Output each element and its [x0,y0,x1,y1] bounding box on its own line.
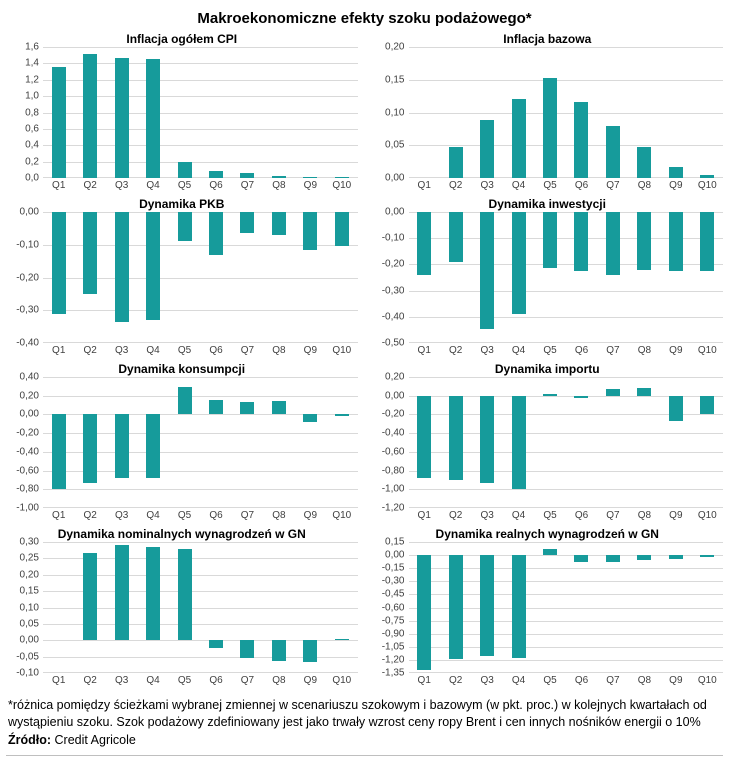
x-tick-label: Q10 [697,345,717,356]
x-tick-label: Q2 [83,180,97,191]
bar-Q4 [512,99,526,178]
x-tick-label: Q9 [669,675,683,686]
bar-Q4 [146,59,160,178]
gridline [43,342,358,343]
chart-1 [6,31,358,194]
bar-Q8 [272,640,286,661]
bar-Q8 [637,212,651,270]
bar-Q5 [178,549,192,641]
x-tick-label: Q2 [449,180,463,191]
bar-Q8 [637,555,651,560]
bar-Q2 [449,147,463,178]
gridline [409,317,724,318]
x-tick-label: Q8 [637,345,652,356]
x-tick-label: Q1 [52,675,66,686]
y-tick-label: -0,40 [381,427,405,439]
y-tick-label: -0,80 [381,465,405,477]
x-tick-label: Q2 [83,675,97,686]
x-tick-label: Q2 [83,345,97,356]
bar-Q8 [272,401,286,414]
y-tick-label: 0,05 [19,618,39,630]
bar-Q6 [574,102,588,178]
y-tick-label: -0,45 [381,588,405,600]
y-tick-label: -1,35 [381,667,405,679]
x-tick-label: Q1 [417,180,431,191]
y-tick-label: -0,30 [381,285,405,297]
x-tick-label: Q8 [637,675,652,686]
y-tick-label: 0,20 [385,41,405,53]
x-tick-label: Q6 [209,675,223,686]
plot-area [6,41,358,184]
chart-title: Dynamika nominalnych wynagrodzeń w GN [57,527,306,541]
y-tick-label: 0,0 [25,172,39,184]
y-tick-label: -0,90 [381,628,405,640]
gridline [409,113,724,114]
bar-Q1 [52,67,66,178]
bar-Q2 [83,54,97,178]
bar-Q1 [417,212,431,275]
bar-Q9 [303,212,317,250]
bar-Q8 [637,147,651,178]
plot [409,212,724,343]
bar-Q1 [417,396,431,478]
x-axis [409,178,724,194]
bar-Q6 [209,640,223,648]
y-tick-label: 0,15 [385,536,405,548]
bar-Q3 [115,414,129,478]
x-axis [43,673,358,689]
bar-Q2 [83,212,97,294]
x-tick-label: Q1 [417,675,431,686]
x-tick-label: Q6 [209,510,223,521]
bar-Q5 [178,162,192,178]
bar-Q2 [83,553,97,640]
x-axis [409,343,724,359]
gridline [409,47,724,48]
bar-Q1 [417,555,431,670]
bar-Q1 [52,212,66,314]
gridline [43,47,358,48]
chart-title: Inflacja ogółem CPI [126,32,238,46]
y-axis [372,536,409,679]
y-axis [6,206,43,349]
x-tick-label: Q7 [240,345,255,356]
x-tick-label: Q8 [272,180,286,191]
chart-title: Dynamika PKB [139,197,225,211]
x-tick-label: Q10 [697,180,717,191]
bar-Q7 [240,640,254,658]
y-tick-label: 1,2 [25,74,39,86]
bar-Q10 [700,396,714,415]
x-tick-label: Q7 [240,675,255,686]
y-tick-label: 1,4 [25,57,39,69]
x-tick-label: Q3 [114,180,129,191]
x-axis [409,508,724,524]
chart-4 [372,196,724,359]
plot-area [372,536,724,679]
bar-Q10 [335,177,349,179]
gridline [43,310,358,311]
footnote-text: *różnica pomiędzy ścieżkami wybranej zmiennej w scenariuszu szokowym i bazowym (w pkt. proc.) w kolejnych kwartałach od wystąpieniu szoku. Szok podażowy zdefiniowany jest jako trwały wzrost ceny ropy Brent i cen innych nośników energii o 10% [8,698,707,729]
x-tick-label: Q10 [697,510,717,521]
x-tick-label: Q4 [511,675,526,686]
chart-2 [372,31,724,194]
x-tick-label: Q10 [332,675,352,686]
plot-area [372,41,724,184]
plot-area [6,536,358,679]
y-tick-label: -0,40 [381,311,405,323]
x-tick-label: Q3 [480,180,494,191]
gridline [409,80,724,81]
y-tick-label: 0,20 [385,371,405,383]
y-tick-label: 0,15 [19,585,39,597]
y-tick-label: 0,6 [25,123,39,135]
plot [409,542,724,673]
x-tick-label: Q8 [637,180,652,191]
y-tick-label: -0,10 [16,239,39,251]
x-tick-label: Q9 [303,345,318,356]
y-axis [372,41,409,184]
y-tick-label: 0,00 [19,206,39,218]
bar-Q9 [669,396,683,421]
x-tick-label: Q9 [669,180,683,191]
gridline [43,507,358,508]
chart-3 [6,196,358,359]
y-tick-label: -0,60 [16,465,39,477]
bar-Q9 [303,640,317,661]
y-tick-label: 0,2 [25,156,39,168]
y-tick-label: 0,30 [19,536,39,548]
x-tick-label: Q4 [146,675,160,686]
bar-Q3 [480,555,494,655]
y-tick-label: -0,10 [381,232,405,244]
bottom-divider [6,755,723,759]
x-tick-label: Q5 [177,675,192,686]
y-tick-label: 0,05 [385,139,405,151]
plot [43,47,358,178]
bar-Q3 [115,212,129,322]
bar-Q7 [606,555,620,562]
x-tick-label: Q7 [606,345,620,356]
bar-Q4 [146,414,160,478]
x-tick-label: Q2 [449,675,463,686]
x-tick-label: Q8 [637,510,652,521]
bar-Q9 [669,212,683,271]
bar-Q7 [240,212,254,233]
y-tick-label: -0,40 [16,337,39,349]
y-tick-label: -1,20 [381,502,405,514]
bar-Q9 [669,555,683,559]
bar-Q7 [240,173,254,178]
x-tick-label: Q3 [114,675,129,686]
y-tick-label: 0,00 [385,549,405,561]
bar-Q3 [480,120,494,178]
gridline [409,542,724,543]
y-tick-label: -0,75 [381,615,405,627]
x-tick-label: Q10 [332,510,352,521]
x-tick-label: Q1 [52,345,66,356]
y-tick-label: 0,25 [19,552,39,564]
y-axis [372,371,409,514]
x-tick-label: Q7 [606,675,620,686]
x-tick-label: Q5 [543,510,557,521]
x-tick-label: Q5 [543,180,557,191]
y-tick-label: -1,00 [16,502,39,514]
chart-8 [372,526,724,689]
y-tick-label: 0,00 [385,172,405,184]
x-tick-label: Q2 [83,510,97,521]
x-tick-label: Q2 [449,510,463,521]
bar-Q3 [480,396,494,483]
bar-Q10 [700,175,714,178]
y-tick-label: -0,60 [381,602,405,613]
chart-6 [372,361,724,524]
bar-Q9 [303,177,317,179]
bar-Q6 [574,212,588,271]
gridline [409,291,724,292]
bar-Q1 [52,414,66,489]
y-tick-label: 0,00 [19,408,39,420]
page-title: Makroekonomiczne efekty szoku podażowego* [197,10,532,27]
x-tick-label: Q5 [177,345,192,356]
bar-Q6 [574,396,588,398]
x-tick-label: Q5 [543,345,557,356]
plot-area [372,371,724,514]
bar-Q8 [637,388,651,395]
bar-Q7 [606,212,620,275]
x-tick-label: Q7 [606,180,620,191]
footer [6,695,723,755]
chart-title: Dynamika inwestycji [488,197,606,211]
x-tick-label: Q6 [209,180,223,191]
x-tick-label: Q4 [146,510,160,521]
chart-5 [6,361,358,524]
x-tick-label: Q3 [114,510,129,521]
x-tick-label: Q3 [480,675,494,686]
bar-Q7 [606,389,620,396]
gridline [409,672,724,673]
gridline [409,377,724,378]
bar-Q4 [512,396,526,490]
chart-title: Dynamika importu [494,362,600,376]
x-tick-label: Q9 [669,510,683,521]
chart-7 [6,526,358,689]
x-tick-label: Q3 [480,345,494,356]
source-value: Credit Agricole [54,733,136,747]
y-tick-label: -0,50 [381,337,405,349]
x-tick-label: Q10 [697,675,717,686]
y-tick-label: 0,10 [19,602,39,613]
y-tick-label: 0,8 [25,107,39,118]
y-tick-label: 1,6 [25,41,39,53]
bar-Q5 [543,549,557,555]
bar-Q7 [240,402,254,414]
y-tick-label: -1,05 [381,641,405,653]
x-tick-label: Q4 [511,510,526,521]
bar-Q2 [83,414,97,482]
y-axis [372,206,409,349]
x-tick-label: Q1 [417,510,431,521]
charts-grid [6,31,723,689]
x-axis [43,178,358,194]
x-axis [409,673,724,689]
bar-Q6 [209,400,223,414]
x-tick-label: Q4 [511,180,526,191]
bar-Q10 [700,212,714,271]
y-tick-label: 0,20 [19,390,39,402]
x-tick-label: Q6 [209,345,223,356]
x-tick-label: Q7 [606,510,620,521]
x-tick-label: Q6 [574,180,589,191]
y-tick-label: -1,20 [381,654,405,666]
plot [43,377,358,508]
chart-title: Inflacja bazowa [503,32,592,46]
y-tick-label: 0,20 [19,569,39,581]
y-axis [6,536,43,679]
y-tick-label: -0,20 [16,427,39,439]
chart-title: Dynamika realnych wynagrodzeń w GN [435,527,659,541]
x-tick-label: Q6 [574,510,589,521]
y-tick-label: -1,00 [381,483,405,495]
bar-Q9 [669,167,683,178]
gridline [43,489,358,490]
x-tick-label: Q10 [332,180,352,191]
y-tick-label: -0,20 [16,272,39,283]
x-tick-label: Q5 [177,510,192,521]
x-tick-label: Q9 [303,180,318,191]
bar-Q5 [543,212,557,268]
x-tick-label: Q5 [543,675,557,686]
y-tick-label: -0,20 [381,408,405,420]
y-tick-label: 0,00 [385,390,405,402]
x-tick-label: Q2 [449,345,463,356]
y-tick-label: 0,15 [385,74,405,86]
x-tick-label: Q4 [146,180,160,191]
plot-area [372,206,724,349]
bar-Q2 [449,396,463,480]
y-tick-label: -0,20 [381,258,405,270]
x-axis [43,343,358,359]
bar-Q4 [512,212,526,314]
bar-Q6 [209,212,223,255]
plot-area [6,371,358,514]
gridline [409,507,724,508]
gridline [409,660,724,661]
bar-Q6 [209,171,223,178]
x-tick-label: Q10 [332,345,352,356]
x-tick-label: Q4 [146,345,160,356]
plot [43,212,358,343]
gridline [43,542,358,543]
y-tick-label: 0,10 [385,107,405,118]
source-label: Źródło: [8,733,52,747]
bar-Q3 [115,58,129,178]
x-axis [43,508,358,524]
plot-area [6,206,358,349]
x-tick-label: Q1 [52,180,66,191]
x-tick-label: Q7 [240,510,255,521]
bar-Q3 [480,212,494,329]
gridline [409,489,724,490]
x-tick-label: Q9 [303,510,318,521]
y-tick-label: 0,00 [19,634,39,646]
y-tick-label: -0,80 [16,483,39,495]
x-tick-label: Q1 [52,510,66,521]
y-tick-label: -0,40 [16,446,39,458]
chart-title: Dynamika konsumpcji [118,362,246,376]
y-tick-label: 1,0 [25,90,39,102]
bar-Q6 [574,555,588,562]
bar-Q5 [178,387,192,414]
x-tick-label: Q1 [417,345,431,356]
x-tick-label: Q9 [669,345,683,356]
bar-Q4 [146,212,160,320]
bar-Q2 [449,212,463,262]
y-axis [6,41,43,184]
x-tick-label: Q3 [114,345,129,356]
plot [43,542,358,673]
gridline [409,342,724,343]
bar-Q10 [335,212,349,246]
gridline [43,396,358,397]
y-tick-label: -0,60 [381,446,405,458]
y-tick-label: -0,30 [381,575,405,587]
bar-Q9 [303,414,317,421]
gridline [43,377,358,378]
x-tick-label: Q5 [177,180,192,191]
bar-Q7 [606,126,620,178]
gridline [43,672,358,673]
bar-Q5 [543,394,557,396]
bar-Q10 [700,555,714,557]
plot [409,47,724,178]
source-line [8,732,721,749]
bar-Q4 [146,547,160,640]
y-tick-label: -0,10 [16,667,39,679]
x-tick-label: Q3 [480,510,494,521]
x-tick-label: Q8 [272,510,286,521]
plot [409,377,724,508]
y-tick-label: -0,30 [16,304,39,316]
bar-Q10 [335,414,349,416]
x-tick-label: Q8 [272,345,286,356]
x-tick-label: Q6 [574,345,589,356]
bar-Q8 [272,212,286,235]
x-tick-label: Q9 [303,675,318,686]
y-tick-label: -0,05 [16,651,39,663]
bar-Q5 [178,212,192,241]
y-tick-label: 0,00 [385,206,405,218]
bar-Q3 [115,545,129,640]
bar-Q2 [449,555,463,659]
y-axis [6,371,43,514]
y-tick-label: 0,40 [19,371,39,383]
x-tick-label: Q7 [240,180,255,191]
y-tick-label: 0,4 [25,139,39,151]
x-tick-label: Q6 [574,675,589,686]
bar-Q4 [512,555,526,658]
bar-Q10 [335,639,349,641]
x-tick-label: Q8 [272,675,286,686]
bar-Q8 [272,176,286,178]
x-tick-label: Q4 [511,345,526,356]
y-tick-label: -0,15 [381,562,405,574]
bar-Q5 [543,78,557,178]
